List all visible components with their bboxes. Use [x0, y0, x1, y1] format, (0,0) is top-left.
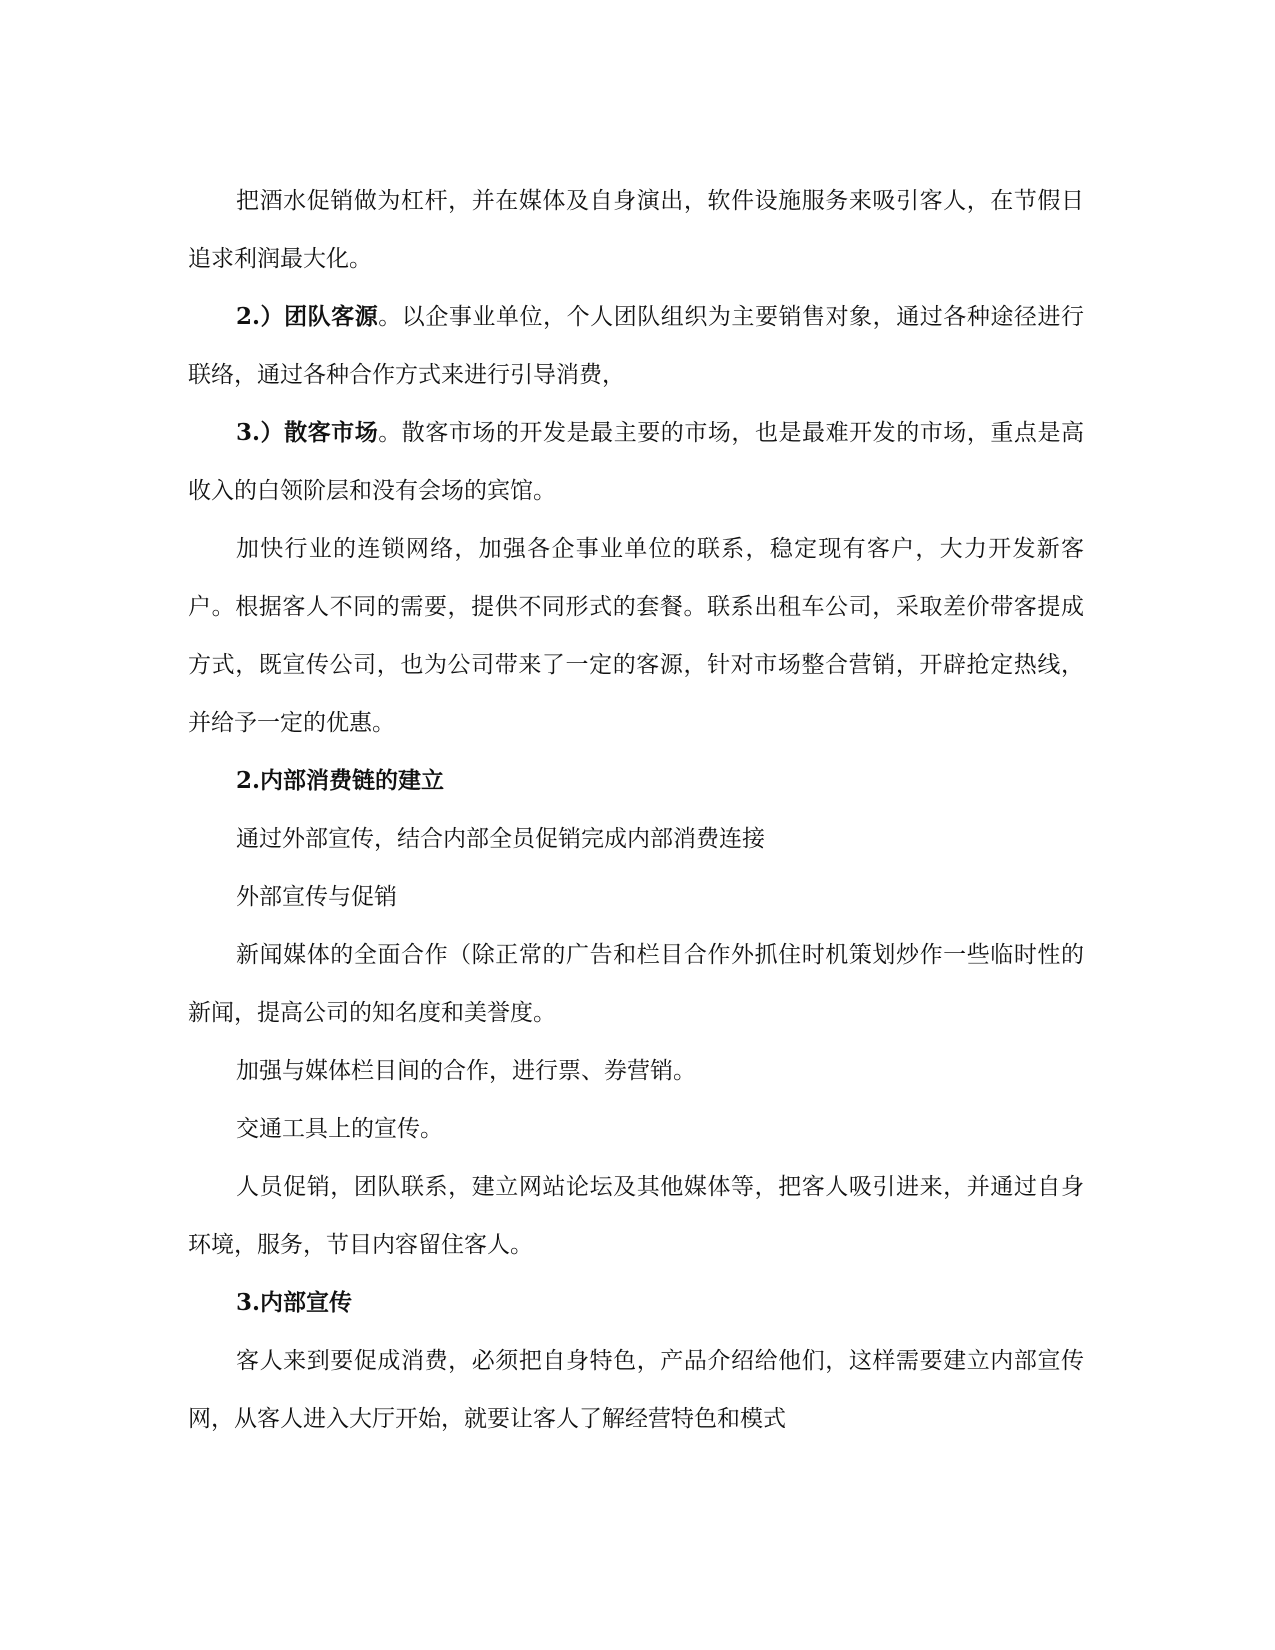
- paragraph-text: 。散客市场的开发是最主要的市场，也是最难开发的市场，重点是高收入的白领阶层和没有会场的宾馆。: [188, 420, 1084, 504]
- paragraph-external-promotion: [188, 868, 1084, 926]
- document-body: [188, 172, 1084, 1448]
- section-label-individual-market: 3.）散客市场: [236, 419, 379, 446]
- paragraph-text: 把酒水促销做为杠杆，并在媒体及自身演出，软件设施服务来吸引客人，在节假日追求利润最大化。: [188, 188, 1084, 272]
- paragraph-text: 客人来到要促成消费，必须把自身特色，产品介绍给他们，这样需要建立内部宣传网，从客人进入大厅开始，就要让客人了解经营特色和模式: [188, 1348, 1084, 1432]
- paragraph-group-customers: [188, 288, 1084, 404]
- heading-internal-promotion: 3.内部宣传: [236, 1289, 353, 1316]
- paragraph-liquor-promotion: [188, 172, 1084, 288]
- paragraph-individual-market: [188, 404, 1084, 520]
- section-label-group-customers: 2.）团队客源: [236, 303, 379, 330]
- paragraph-text: 新闻媒体的全面合作（除正常的广告和栏目合作外抓住时机策划炒作一些临时性的新闻，提高公司的知名度和美誉度。: [188, 942, 1084, 1026]
- paragraph-media-cooperation: [188, 1042, 1084, 1100]
- paragraph-text: 加强与媒体栏目间的合作，进行票、券营销。: [236, 1058, 696, 1084]
- heading-internal-consumption-chain: 2.内部消费链的建立: [236, 767, 445, 794]
- paragraph-text: 通过外部宣传，结合内部全员促销完成内部消费连接: [236, 826, 765, 852]
- paragraph-text: 交通工具上的宣传。: [236, 1116, 443, 1142]
- paragraph-text: 加快行业的连锁网络，加强各企事业单位的联系，稳定现有客户，大力开发新客户。根据客人不同的需要，提供不同形式的套餐。联系出租车公司，采取差价带客提成方式，既宣传公司，也为公司带来了一定的客源，针对市场整合营销，开辟抢定热线，并给予一定的优惠。: [188, 536, 1084, 736]
- paragraph-chain-network: [188, 520, 1084, 752]
- paragraph-news-media: [188, 926, 1084, 1042]
- paragraph-internal-promotion-network: [188, 1332, 1084, 1448]
- paragraph-personnel-promotion: [188, 1158, 1084, 1274]
- paragraph-text: 。以企事业单位，个人团队组织为主要销售对象，通过各种途径进行联络，通过各种合作方式来进行引导消费，: [188, 304, 1084, 388]
- paragraph-text: 人员促销，团队联系，建立网站论坛及其他媒体等，把客人吸引进来，并通过自身环境，服务，节目内容留住客人。: [188, 1174, 1084, 1258]
- paragraph-transport-promotion: [188, 1100, 1084, 1158]
- paragraph-internal-connection: [188, 810, 1084, 868]
- paragraph-text: 外部宣传与促销: [236, 884, 397, 910]
